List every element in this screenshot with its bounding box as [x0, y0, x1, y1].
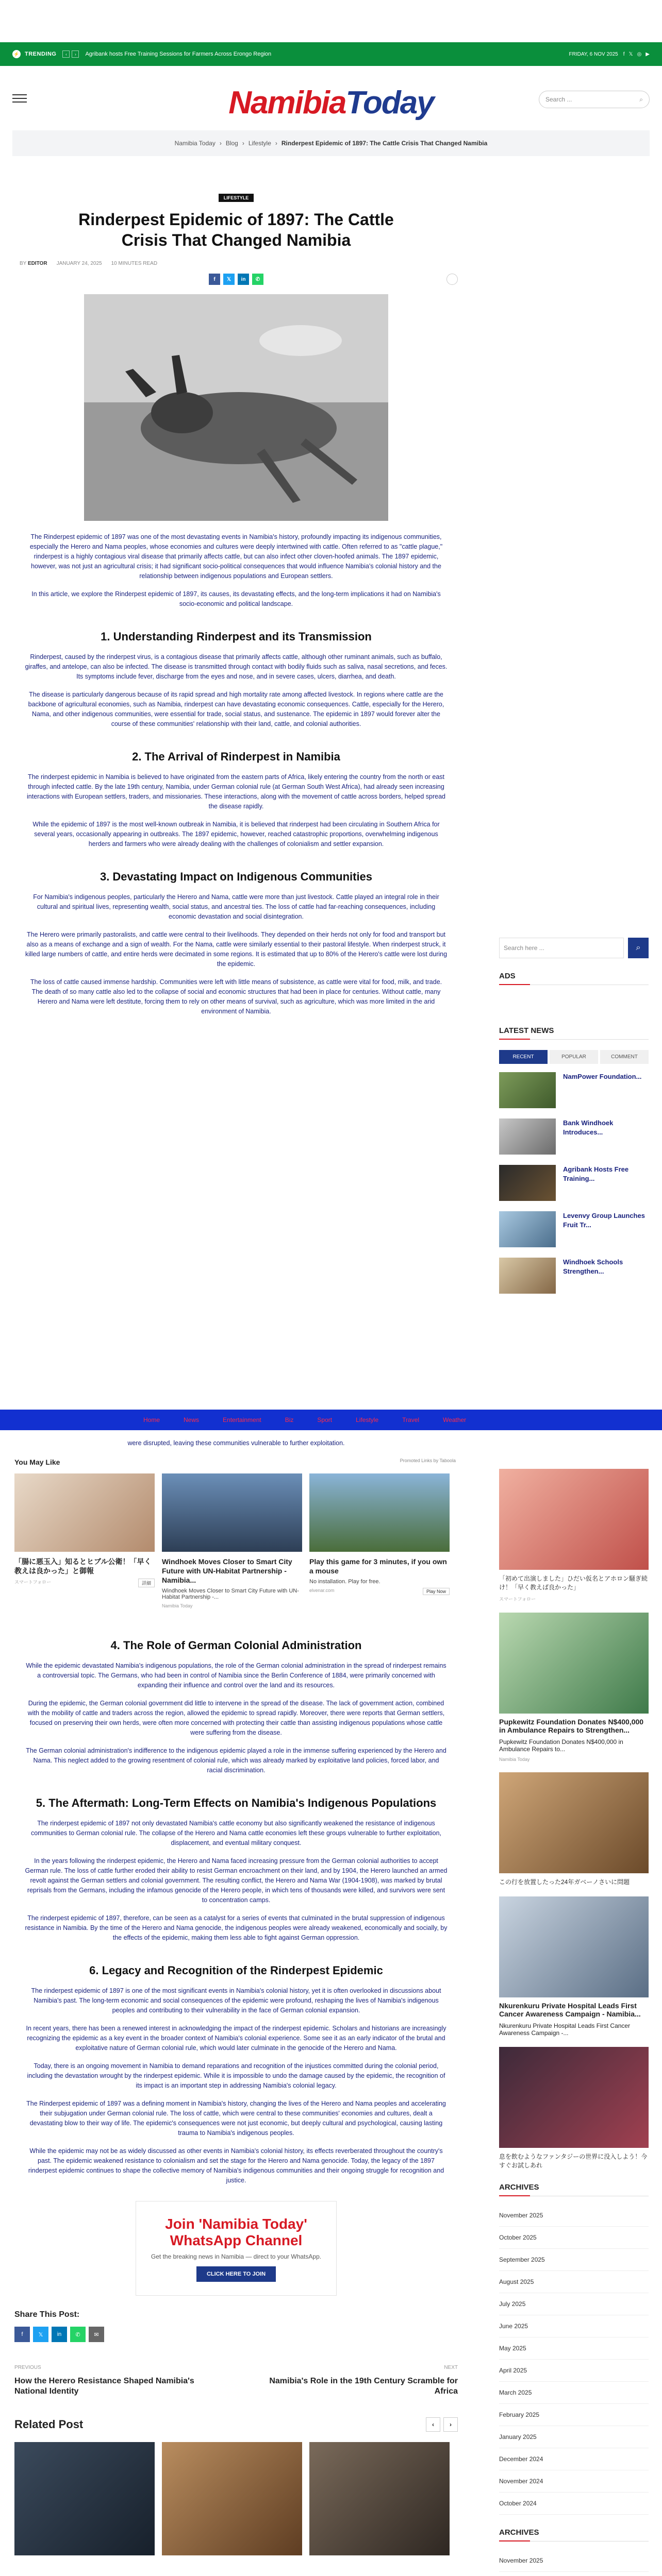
- x-icon[interactable]: 𝕏: [628, 51, 633, 57]
- mail-icon[interactable]: ✉: [89, 2327, 104, 2342]
- list-item[interactable]: Agribank Hosts Free Training...: [499, 1165, 649, 1201]
- paragraph: The German colonial administration's indifference to the indigenous epidemic played a role in the immense suffering experienced by the Herero and Nama. This neglect added to the growing resentment of colonial rule, which was already marked by exploitative land policies, forced labor, and racial discrimination.: [26, 1747, 446, 1774]
- archives-list-2: [499, 2550, 649, 2576]
- sidebar-search: [499, 938, 649, 958]
- whatsapp-sub: Get the breaking news in Namibia — direct to your WhatsApp.: [151, 2253, 322, 2260]
- section-heading-4: 4. The Role of German Colonial Administration: [110, 1639, 362, 1652]
- article-meta: BY EDITOR JANUARY 24, 2025 10 MINUTES READ: [20, 261, 158, 266]
- promo-image[interactable]: [14, 1473, 155, 1552]
- archive-link[interactable]: August 2025: [499, 2271, 649, 2293]
- category-badge[interactable]: LIFESTYLE: [219, 194, 254, 202]
- next-post-link[interactable]: NEXT Namibia's Role in the 19th Century Scramble for Africa: [269, 2365, 458, 2396]
- ads-heading: ADS: [499, 972, 649, 985]
- article-body-continued: [14, 1638, 458, 2555]
- sidebar-promo[interactable]: Pupkewitz Foundation Donates N$400,000 in Ambulance Repairs to Strengthen... Pupkewitz Foundation Donates N$400,000 in Ambulance Repairs to... Namibia Today: [499, 1613, 649, 1762]
- paragraph: The rinderpest epidemic of 1897 not only devastated Namibia's cattle economy but also significantly weakened the resistance of indigenous communities to German colonial rule. The collapse of the Herero and Nama cattle economies left these groups vulnerable to further exploitation, displacement, and eventual military conquest.: [30, 1820, 442, 1846]
- paragraph: During the epidemic, the German colonial government did little to intervene in the spread of the disease. The lack of government action, combined with the mobility of cattle and traders across the region, allowed the epidemic to spread rapidly. Moreover, there were reports that German settlers, focused on preserving their own herds, were often more concerned with protecting their cattle than assisting indigenous populations whose cattle were suffering from the disease.: [27, 1700, 445, 1736]
- sidebar-promo[interactable]: 息を飲むようなファンタジーの世界に没入しよう！今すぐお試しあれ: [499, 2047, 649, 2170]
- ad-banner[interactable]: Home News Entertainment Biz Sport Lifestyle Travel Weather: [0, 1410, 662, 1430]
- archives-heading-2: ARCHIVES: [499, 2528, 649, 2541]
- paragraph: The loss of cattle caused immense hardship. Communities were left with little means of subsistence, as cattle were vital for food, milk, and trade. The death of so many cattle also led to the collapse of social and economic structures that had been in place for centuries. Without cattle, many Herero and Nama were left destitute, forcing them to rely on other means of survival, such as agriculture, which was more limited in the arid environment of Namibia.: [30, 978, 442, 1015]
- you-may-like-heading: You May Like: [14, 1458, 60, 1466]
- section-heading-6: 6. Legacy and Recognition of the Rinderpest Epidemic: [89, 1964, 383, 1977]
- sidebar-promo[interactable]: 「初めて出演しました」ひだい仮名とアホロン騒ぎ続け！「早く教えば良かった」 スマートフォロー: [499, 1469, 649, 1602]
- paragraph: In recent years, there has been a renewed interest in acknowledging the impact of the rinderpest epidemic. Scholars and historians are increasingly recognizing the epidemic as a key event in the broader context of Namibia's colonial experience. Some see it as an early indicator of the brutal and exploitative nature of German colonial rule, which would later culminate in the genocide of the Herero and Nama.: [26, 2025, 446, 2052]
- site-logo[interactable]: NamibiaToday: [228, 85, 434, 121]
- sponsor-label[interactable]: Promoted Links by Taboola: [400, 1458, 456, 1463]
- archive-link[interactable]: November 2024: [499, 2470, 649, 2493]
- paragraph: The disease is particularly dangerous because of its rapid spread and high mortality rate among affected livestock. In regions where cattle are the backbone of agricultural economies, such as Namibia, rinderpest can have devastating economic consequences. Cattle, especially for the Herero, Nama, and other indigenous communities, were essential for trade, social status, and sustenance. The epidemic in 1897 would forever alter the course of these communities' relationship with their land, cattle, and colonial authorities.: [28, 691, 444, 727]
- list-item[interactable]: Windhoek Schools Strengthen...: [499, 1258, 649, 1294]
- archive-link[interactable]: December 2024: [499, 2448, 649, 2470]
- trending-headline[interactable]: Agribank hosts Free Training Sessions for Farmers Across Erongo Region: [85, 51, 272, 57]
- latest-news-heading: LATEST NEWS: [499, 1026, 649, 1040]
- latest-news-list: [499, 1072, 649, 1294]
- related-image[interactable]: [162, 2442, 302, 2555]
- chevron-left-icon[interactable]: ‹: [426, 2417, 440, 2432]
- article-body: [14, 532, 458, 1016]
- paragraph: Today, there is an ongoing movement in Namibia to demand reparations and recognition of the injustices committed during the colonial period, including the devastation wrought by the rinderpest epidemic. While it is impossible to undo the damage caused by the epidemic, the recognition of its impact is an important step in addressing Namibia's colonial legacy.: [27, 2062, 445, 2089]
- archive-link[interactable]: February 2025: [499, 2404, 649, 2426]
- sidebar-promo[interactable]: Nkurenkuru Private Hospital Leads First Cancer Awareness Campaign - Namibia... Nkurenkuru Private Hospital Leads First Cancer Awareness Campaign -...: [499, 1896, 649, 2037]
- promo-card[interactable]: Windhoek Moves Closer to Smart City Future with UN-Habitat Partnership - Namibia... Windhoek Moves Closer to Smart City Future with UN-Habitat Partnership -... Namibia Today: [162, 1473, 302, 1608]
- news-tabs: [499, 1050, 649, 1064]
- section-heading-5: 5. The Aftermath: Long-Term Effects on Namibia's Indigenous Populations: [36, 1797, 437, 1809]
- linkedin-icon[interactable]: in: [52, 2327, 67, 2342]
- sidebar-promo[interactable]: この行を放置したった24年ガベーノさいに問題: [499, 1772, 649, 1886]
- paragraph: were disrupted, leaving these communities vulnerable to further exploitation.: [127, 1439, 345, 1447]
- intro-paragraph-2: In this article, we explore the Rinderpest epidemic of 1897, its causes, its devastating effects, and the long-term implications it had on Namibia's socio-economic and political landscape.: [31, 590, 441, 607]
- share-footer: [14, 2310, 458, 2342]
- section-heading-3: 3. Devastating Impact on Indigenous Communities: [100, 870, 373, 883]
- topbar-date: FRIDAY, 6 NOV 2025: [569, 51, 618, 57]
- paragraph: While the epidemic may not be as widely discussed as other events in Namibia's colonial history, its effects reverberated throughout the country's past. The epidemic weakened resistance to colonialism and set the stage for the Herero and Nama genocide. Today, the legacy of the 1897 rinderpest epidemic continues to shape the collective memory of Namibia's indigenous communities and their ongoing struggle for recognition and justice.: [28, 2147, 444, 2184]
- chevron-left-icon[interactable]: ‹: [62, 50, 70, 58]
- related-image[interactable]: [14, 2442, 155, 2555]
- archive-link[interactable]: October 2024: [499, 2493, 649, 2515]
- chevron-right-icon[interactable]: ›: [72, 50, 79, 58]
- hero-image: [84, 294, 388, 521]
- related-heading: Related Post: [14, 2418, 84, 2431]
- archive-link[interactable]: June 2025: [499, 2315, 649, 2337]
- promo-cta-button[interactable]: 詳細: [138, 1579, 155, 1587]
- breadcrumb-home[interactable]: Namibia Today: [174, 140, 216, 147]
- archive-link[interactable]: September 2025: [499, 2249, 649, 2271]
- trending-label: TRENDING: [25, 51, 57, 57]
- archive-link[interactable]: March 2025: [499, 2382, 649, 2404]
- archive-link[interactable]: January 2025: [499, 2426, 649, 2448]
- article: [14, 0, 458, 1016]
- author-name[interactable]: EDITOR: [27, 261, 47, 266]
- chevron-right-icon[interactable]: ›: [443, 2417, 458, 2432]
- linkedin-icon[interactable]: in: [238, 274, 249, 285]
- whatsapp-promo: [136, 2201, 337, 2296]
- paragraph: While the epidemic of 1897 is the most well-known outbreak in Namibia, it is believed that rinderpest had been circulating in Southern Africa for several years, occasionally appearing in outbreaks. The 1897 epidemic, however, reached catastrophic proportions, overwhelming indigenous herders and farmers who were already dealing with the challenges of colonialism and settler expansion.: [32, 821, 440, 848]
- archives-list: [499, 2205, 649, 2515]
- mail-icon[interactable]: ✉: [446, 274, 458, 285]
- archive-link[interactable]: April 2025: [499, 2360, 649, 2382]
- paragraph: The rinderpest epidemic in Namibia is believed to have originated from the eastern parts of Africa, likely entering the country from the north or east through infected cattle. By the late 19th century, Namibia, under German colonial rule (at German South West Africa), had already seen increasing interactions with European settlers, traders, and missionaries. These interactions, along with the movement of cattle across borders, helped spread the disease rapidly.: [27, 773, 445, 810]
- list-item[interactable]: Levenvy Group Launches Fruit Tr...: [499, 1211, 649, 1247]
- facebook-icon[interactable]: f: [14, 2327, 30, 2342]
- whatsapp-title: Join 'Namibia Today' WhatsApp Channel: [165, 2216, 307, 2248]
- promo-image[interactable]: [162, 1473, 302, 1552]
- archives-heading: ARCHIVES: [499, 2183, 649, 2196]
- topbar-social: [623, 52, 650, 57]
- sidebar: [499, 866, 649, 2576]
- promo-card[interactable]: Play this game for 3 minutes, if you own a mouse No installation. Play for free. elvenar.com Play Now: [309, 1473, 450, 1608]
- paragraph: While the epidemic devastated Namibia's indigenous populations, the role of the German colonial administration in the spread of rinderpest remains a controversial topic. The Germans, who had been in control of Namibia since the Berlin Conference of 1884, were primarily concerned with expanding their influence and control over the land and its resources.: [26, 1662, 446, 1689]
- read-time: 10 MINUTES READ: [111, 261, 158, 266]
- article-date: JANUARY 24, 2025: [56, 261, 102, 266]
- related-row: [14, 2442, 458, 2555]
- paragraph: For Namibia's indigenous peoples, particularly the Herero and Nama, cattle were more than just livestock. Cattle played an integral role in their cultural and spiritual lives, representing wealth, social status, and ancestral ties. The loss of cattle had far-reaching consequences, including economic devastation and social disintegration.: [33, 893, 439, 920]
- tab-recent[interactable]: RECENT: [499, 1050, 548, 1064]
- breadcrumb-category[interactable]: Lifestyle: [248, 140, 271, 147]
- breadcrumb-current: Rinderpest Epidemic of 1897: The Cattle Crisis That Changed Namibia: [281, 140, 488, 147]
- paragraph: The rinderpest epidemic of 1897 is one of the most significant events in Namibia's colonial history, yet it is often overlooked in discussions about Namibia's past. The long-term economic and social consequences of the epidemic were profound, reshaping the lives of Namibia's indigenous peoples and contributing to their vulnerability in the face of German colonial expansion.: [31, 1987, 441, 2014]
- trending-icon: ⚡: [12, 50, 21, 58]
- list-item[interactable]: Bank Windhoek Introduces...: [499, 1118, 649, 1155]
- share-top: [14, 274, 458, 285]
- archive-link[interactable]: May 2025: [499, 2337, 649, 2360]
- paragraph: The Rinderpest epidemic of 1897 was a defining moment in Namibia's history, changing the lives of the Herero and Nama peoples and accelerating their subjugation under German colonial rule. The loss of cattle, which were central to these communities' economies and cultures, dealt a devastating blow to their way of life. The epidemic's consequences were not just economic, but deeply cultural and psychological, causing lasting trauma to Namibia's indigenous peoples.: [26, 2100, 446, 2137]
- promo-card[interactable]: 「腸に悪玉入」知るとヒブル公衛！「早く教えは良かった」と御報 スマートフォロー 詳細: [14, 1473, 155, 1608]
- related-image[interactable]: [309, 2442, 450, 2555]
- join-whatsapp-button[interactable]: CLICK HERE TO JOIN: [196, 2266, 276, 2282]
- article-title: Rinderpest Epidemic of 1897: The Cattle Crisis That Changed Namibia: [78, 210, 394, 249]
- sidebar-search-input[interactable]: Search here ...: [499, 938, 624, 958]
- paragraph: Rinderpest, caused by the rinderpest virus, is a contagious disease that primarily affects cattle, although other ruminant animals, such as buffalo, giraffes, and antelope, can also be infected. The disease is transmitted through contact with bodily fluids such as saliva, nasal secretions, and feces. Its symptoms include fever, discharge from the eyes and nose, and in severe cases, ulcers, diarrhea, and death.: [25, 653, 448, 680]
- cattle-carcass-photo: [84, 294, 388, 521]
- search-icon[interactable]: ⌕: [639, 95, 643, 103]
- facebook-icon[interactable]: f: [623, 51, 625, 57]
- share-label: Share This Post:: [14, 2310, 80, 2319]
- archive-link[interactable]: [499, 2572, 649, 2576]
- paragraph: The Herero were primarily pastoralists, and cattle were central to their livelihoods. They depended on their herds not only for food and transport but also as a means of exchange and a sign of wealth. For the Nama, cattle were similarly essential to their pastoral lifestyle. When rinderpest struck, it killed large numbers of cattle, and entire herds were decimated in some regions. It is estimated that up to 80% of the Herero's cattle were lost during the epidemic.: [25, 931, 448, 968]
- previous-post-link[interactable]: PREVIOUS How the Herero Resistance Shaped Namibia's National Identity: [14, 2365, 194, 2396]
- breadcrumb-blog[interactable]: Blog: [225, 140, 238, 147]
- paragraph: In the years following the rinderpest epidemic, the Herero and Nama faced increasing pressure from the German colonial authorities to accept German rule. The loss of cattle further eroded their ability to resist German encroachment on their land, and by 1904, the Herero launched an armed revolt against the German settlers and colonial government. The resulting conflict, the Herero and Nama War (1904-1908), was marked by brutal reprisals from the Germans, including the infamous genocide of the Herero people, in which tens of thousands were killed, and survivors were sent to concentration camps.: [25, 1857, 448, 1904]
- instagram-icon[interactable]: ◎: [637, 51, 642, 57]
- whatsapp-icon[interactable]: ✆: [252, 274, 263, 285]
- whatsapp-icon[interactable]: ✆: [70, 2327, 86, 2342]
- paragraph: The rinderpest epidemic of 1897, therefore, can be seen as a catalyst for a series of events that culminated in the brutal suppression of indigenous resistance in Namibia. By the time of the Herero and Nama genocide, the indigenous peoples were already weakened, economically and socially, by the effects of the epidemic, making them less able to fight against German oppression.: [25, 1914, 448, 1941]
- youtube-icon[interactable]: ▶: [646, 51, 650, 57]
- search-icon[interactable]: ⌕: [628, 938, 649, 958]
- promo-image[interactable]: [309, 1473, 450, 1552]
- related-posts: [14, 2417, 458, 2432]
- archive-link[interactable]: November 2025: [499, 2205, 649, 2227]
- facebook-icon[interactable]: f: [209, 274, 220, 285]
- promo-cta-button[interactable]: Play Now: [423, 1588, 450, 1595]
- header-search-input[interactable]: Search ... ⌕: [539, 91, 650, 108]
- x-icon[interactable]: 𝕏: [223, 274, 235, 285]
- archive-link[interactable]: November 2025: [499, 2550, 649, 2572]
- archive-link[interactable]: October 2025: [499, 2227, 649, 2249]
- intro-paragraph-1: The Rinderpest epidemic of 1897 was one of the most devastating events in Namibia's history, profoundly impacting its indigenous communities, especially the Herero and Nama peoples, whose economies and cultures were deeply intertwined with cattle. Often referred to as "cattle plague," rinderpest is a highly contagious viral disease that primarily affects cattle, but can also infect other cloven-hoofed animals. The 1897 epidemic, however, was not just an agricultural crisis; it had significant socio-political consequences that would influence Namibia's colonial history and the relationship between indigenous populations and European settlers.: [29, 533, 443, 580]
- breadcrumb: Namibia Today › Blog › Lifestyle › Rinderpest Epidemic of 1897: The Cattle Crisis That Changed Namibia: [12, 130, 650, 156]
- archive-link[interactable]: July 2025: [499, 2293, 649, 2315]
- post-navigation: [14, 2363, 458, 2397]
- tab-popular[interactable]: POPULAR: [550, 1050, 598, 1064]
- you-may-like: [14, 1458, 456, 1608]
- section-heading-1: 1. Understanding Rinderpest and its Transmission: [101, 630, 372, 643]
- tab-comment[interactable]: COMMENT: [600, 1050, 649, 1064]
- x-icon[interactable]: 𝕏: [33, 2327, 48, 2342]
- section-heading-2: 2. The Arrival of Rinderpest in Namibia: [132, 750, 340, 763]
- list-item[interactable]: NamPower Foundation...: [499, 1072, 649, 1108]
